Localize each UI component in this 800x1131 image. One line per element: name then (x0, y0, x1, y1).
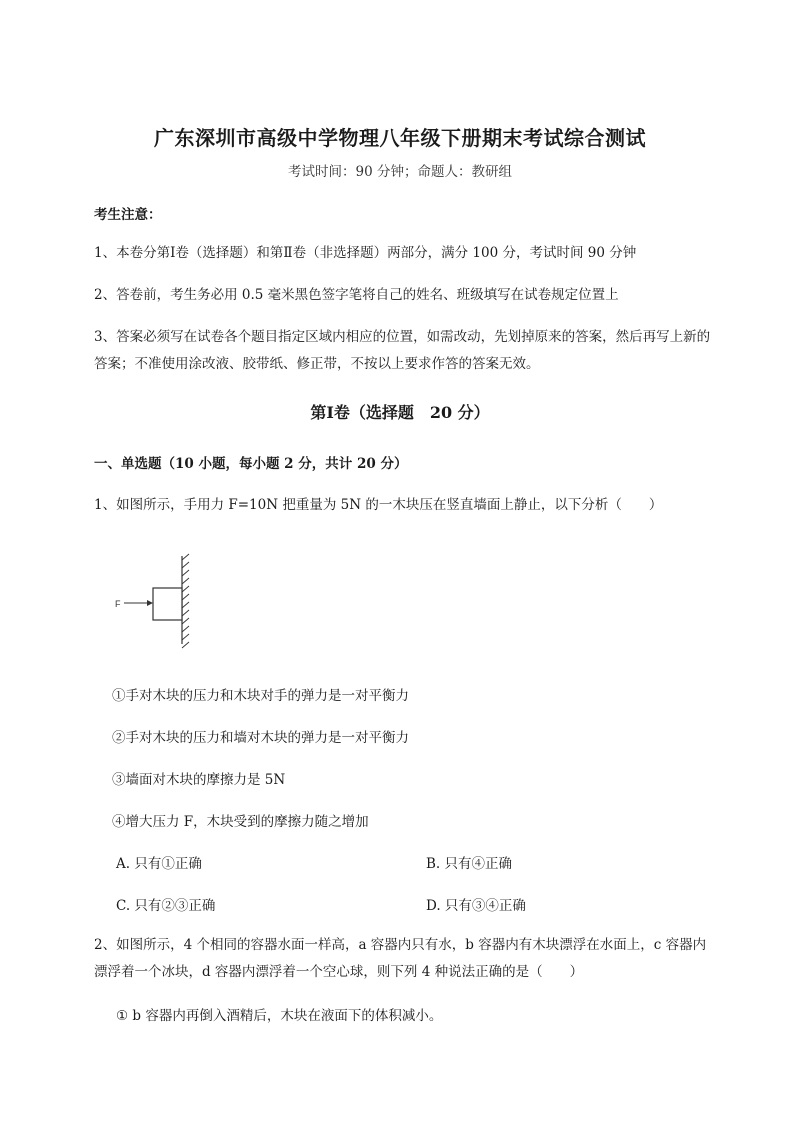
notice-item-2: 2、答卷前，考生务必用 0.5 毫米黑色签字笔将自己的姓名、班级填写在试卷规定位置上 (94, 287, 619, 303)
notice-heading: 考生注意： (94, 207, 162, 223)
wood-block (153, 588, 182, 620)
statement-3: ③墙面对木块的摩擦力是 5N (112, 772, 286, 788)
section-title: 第Ⅰ卷（选择题 20 分） (310, 403, 490, 422)
arrow-head (147, 600, 153, 606)
notice-item-3: 3、答案必须写在试卷各个题目指定区域内相应的位置，如需改动，先划掉原来的答案，然后再写上新的答案；不准使用涂改液、胶带纸、修正带，不按以上要求作答的答案无效。 (94, 329, 711, 372)
statement-1: ①手对木块的压力和木块对手的弹力是一对平衡力 (112, 688, 409, 704)
question-2-statement-1: ① b 容器内再倒入酒精后，木块在液面下的体积减小。 (116, 1008, 443, 1024)
question-2-stem: 2、如图所示，4 个相同的容器水面一样高，a 容器内只有水，b 容器内有木块漂浮在水面上，c 容器内漂浮着一个冰块，d 容器内漂浮着一个空心球，则下列 4 种说法正确的是（ ） (94, 937, 707, 980)
force-label: F (115, 599, 121, 609)
statement-4: ④增大压力 F，木块受到的摩擦力随之增加 (112, 814, 369, 830)
option-c: C. 只有②③正确 (116, 898, 216, 914)
option-b: B. 只有④正确 (426, 856, 513, 872)
hand-block-wall-diagram (112, 552, 202, 652)
statement-2: ②手对木块的压力和墙对木块的弹力是一对平衡力 (112, 730, 409, 746)
page-title: 广东深圳市高级中学物理八年级下册期末考试综合测试 (154, 126, 646, 150)
wall-hatching (182, 554, 189, 648)
notice-item-1: 1、本卷分第Ⅰ卷（选择题）和第Ⅱ卷（非选择题）两部分，满分 100 分，考试时间 90 分钟 (94, 245, 637, 261)
option-a: A. 只有①正确 (116, 856, 202, 872)
part-heading: 一、单选题（10 小题，每小题 2 分，共计 20 分） (94, 456, 408, 472)
exam-info: 考试时间：90 分钟；命题人：教研组 (288, 164, 512, 180)
question-1-stem: 1、如图所示，手用力 F=10N 把重量为 5N 的一木块压在竖直墙面上静止，以下分析（ ） (94, 497, 663, 513)
option-d: D. 只有③④正确 (426, 898, 526, 914)
question-1-figure (112, 552, 202, 656)
